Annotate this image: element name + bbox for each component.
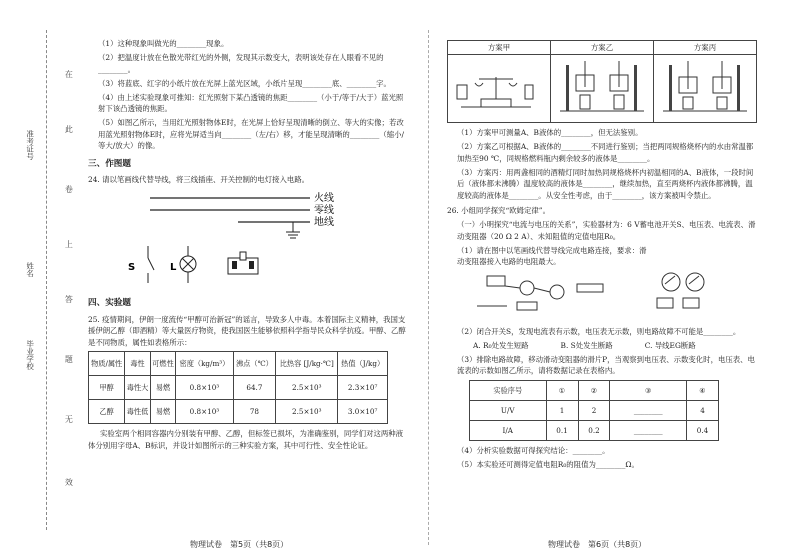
table-header: ① [546,380,578,400]
table-cell: 0.1 [546,420,578,440]
q23-part3: （3）将蓝底、红字的小纸片放在光屏上蓝光区域，小纸片呈现________底、________字。 [98,78,391,88]
table-header: 可燃性 [150,352,175,376]
scheme-header: 方案甲 [448,41,551,55]
right-page [447,40,757,473]
table-cell: U/V [470,400,547,420]
binding-margin [0,0,92,560]
circuit-figure [88,188,406,288]
table-header: ④ [686,380,718,400]
q26-options [447,340,757,351]
seal-char: 在 [64,70,74,78]
table-cell: ________ [610,400,687,420]
table-cell: 2 [578,400,610,420]
table-row [89,400,388,424]
seal-char: 此 [64,125,74,133]
beaker-icon [657,57,753,117]
name-label: 姓名 [25,262,35,277]
voltmeter-icon [550,285,564,299]
q23-part5: （5）如图乙所示，当用红光照射物体E时，在光屏上恰好呈现清晰的倒立、等大的实像；若改用蓝光照射物体E时，应将光屏适当向________（左/右）移，才能呈现清晰的________（缩小/等大/放大）的像。 [98,118,405,151]
circuit-diagram [447,270,757,322]
left-footer: 物理试卷 第5页（共8页） [190,540,289,549]
burner-icon [554,57,650,117]
q26-part4: （4）分析实验数据可得探究结论：________。 [457,445,610,455]
table-header: 密度（kg/m³） [176,352,233,376]
q24-text: 24. 请以笔画线代替导线，将三线插座、开关控制的电灯接入电路。 [88,174,310,184]
table-row [470,420,719,440]
neutral-label: 零线 [314,204,334,216]
live-label: 火线 [314,192,334,204]
table-cell: 甲醇 [89,376,125,400]
table-cell: 2.5×10³ [276,400,338,424]
properties-table [88,351,388,424]
table-header: 沸点（℃） [233,352,276,376]
q23-part4: （4）由上述实验现象可推知：红光照射下某凸透镜的焦距________（小于/等于/大于）蓝光照射下该凸透镜的焦距。 [98,92,404,114]
ground-label: 地线 [314,216,334,228]
table-header: 实验序号 [470,380,547,400]
table-header: 热值（J/kg） [338,352,388,376]
scheme-c-figure [654,55,757,123]
option-a: A. R₀处发生短路 [473,340,529,350]
battery-icon [487,276,505,286]
table-header: 物质/属性 [89,352,125,376]
page-divider [428,30,429,545]
table-cell: 78 [233,400,276,424]
seal-char: 无 [64,415,74,423]
q25-part2: （2）方案乙可根据A、B液体的________不同进行鉴别；当把两同规格烧杯内的水由常温都加热至90 ℃，同规格燃料瓶内剩余较多的液体是________。 [457,142,754,163]
table-cell: 毒性大 [125,376,150,400]
section-drawing: 三、作图题 [88,158,131,169]
table-cell: 0.8×10³ [176,376,233,400]
q26-title: 26. 小组同学探究“欧姆定律”。 [447,206,550,215]
rheostat-icon [577,284,603,292]
table-cell: 64.7 [233,376,276,400]
table-cell: 1 [546,400,578,420]
table-header: 毒性 [125,352,150,376]
option-c: C. 导线EG断路 [644,340,696,350]
q25-text: 25. 疫情期间，伊朗一度流传“甲醇可治新冠”的谣言，导致多人中毒。本着国际主义精神，我国支援伊朗乙醇（即酒精）等大量医疗物资，使我国医生能够依照科学指导民众科学抗疫。甲醇、乙醇是不同物质，属性如表格所示： [88,314,406,347]
table-cell: 3.0×10⁷ [338,400,388,424]
seal-char: 卷 [64,185,74,193]
right-footer: 物理试卷 第6页（共8页） [548,540,647,549]
table-cell: 易燃 [150,376,175,400]
table-row [470,400,719,420]
seal-char: 效 [64,478,74,486]
school-label: 毕业学校 [25,340,35,370]
q23-part2: （2）把温度计放在色散光带红光的外侧，发现其示数变大，表明该处存在人眼看不见的________。 [98,53,384,74]
voltmeter-reading-icon [662,273,680,291]
seal-char: 答 [64,295,74,303]
table-cell: 0.2 [578,420,610,440]
table-cell: I/A [470,420,547,440]
q25-part3: （3）方案丙：用两盏相同的酒精灯同时加热同规格烧杯内初温相同的A、B液体，一段时间后（液体都未沸腾）温度较高的液体是________，继续加热，直至两烧杯内液体都沸腾，温度较高的液体是________。从安全性考虑，由于________，该方案被叫令禁止。 [457,167,754,200]
schemes-table [447,40,757,123]
table-row [89,376,388,400]
option-b: B. S处发生断路 [560,340,613,350]
exam-id-label: 准考证号 [25,130,35,160]
left-page [88,38,406,454]
q23-part1: （1）这种现象叫做光的________现象。 [98,39,229,48]
seal-char: 题 [64,355,74,363]
scheme-a-figure [448,55,551,123]
q25-after-table: 实验室两个相同容器内分别装有甲醇、乙醇，但标签已损坏，为准确鉴别，同学们对这两种液体分别用字母A、B标识，并设计如图所示的三种实验方案，其中可行性、安全性论证。 [88,429,404,450]
table-header: 比热容 [J/kg·℃] [276,352,338,376]
binding-line [46,30,47,530]
table-cell: 2.3×10⁷ [338,376,388,400]
ammeter-reading-icon [686,273,704,291]
data-table [469,380,719,441]
q26-intro: （一）小明探究“电流与电压的关系”，实验器材为：6 V蓄电池开关S、电压表、电流表、滑动变阻器（20 Ω 2 A）、未知阻值的定值电阻R₀。 [457,220,756,241]
table-cell: 毒性低 [125,400,150,424]
ammeter-icon [520,281,534,295]
scheme-header: 方案丙 [654,41,757,55]
switch-label: S [128,261,136,273]
table-cell: 0.4 [686,420,718,440]
scheme-b-figure [551,55,654,123]
resistor-icon [517,302,537,310]
balance-icon [451,57,547,117]
table-cell: 2.5×10³ [276,376,338,400]
q25-part1: （1）方案甲可测量A、B液体的________，但无法鉴别。 [457,128,643,137]
q26-part1: （1）请在图中以笔画线代替导线完成电路连接，要求：滑动变阻器接入电路的电阻最大。 [457,245,647,267]
seal-char: 上 [64,240,74,248]
table-cell: 易燃 [150,400,175,424]
table-cell: 4 [686,400,718,420]
table-header: ③ [610,380,687,400]
table-cell: ________ [610,420,687,440]
q26-part5: （5）本实验还可测得定值电阻R₀的阻值为________Ω。 [457,459,639,469]
table-cell: 乙醇 [89,400,125,424]
table-header: ② [578,380,610,400]
scheme-header: 方案乙 [551,41,654,55]
lamp-label: L [170,261,177,273]
table-cell: 0.8×10³ [176,400,233,424]
q26-part2: （2）闭合开关S，发现电流表有示数，电压表无示数，则电路故障不可能是________。 [457,326,741,336]
section-experiment: 四、实验题 [88,298,131,309]
q26-part3: （3）排除电路故障，移动滑动变阻器的滑片P，当观察到电压表、示数变化时，电压表、电流表的示数如图乙所示，请将数据记录在表格内。 [457,354,755,376]
